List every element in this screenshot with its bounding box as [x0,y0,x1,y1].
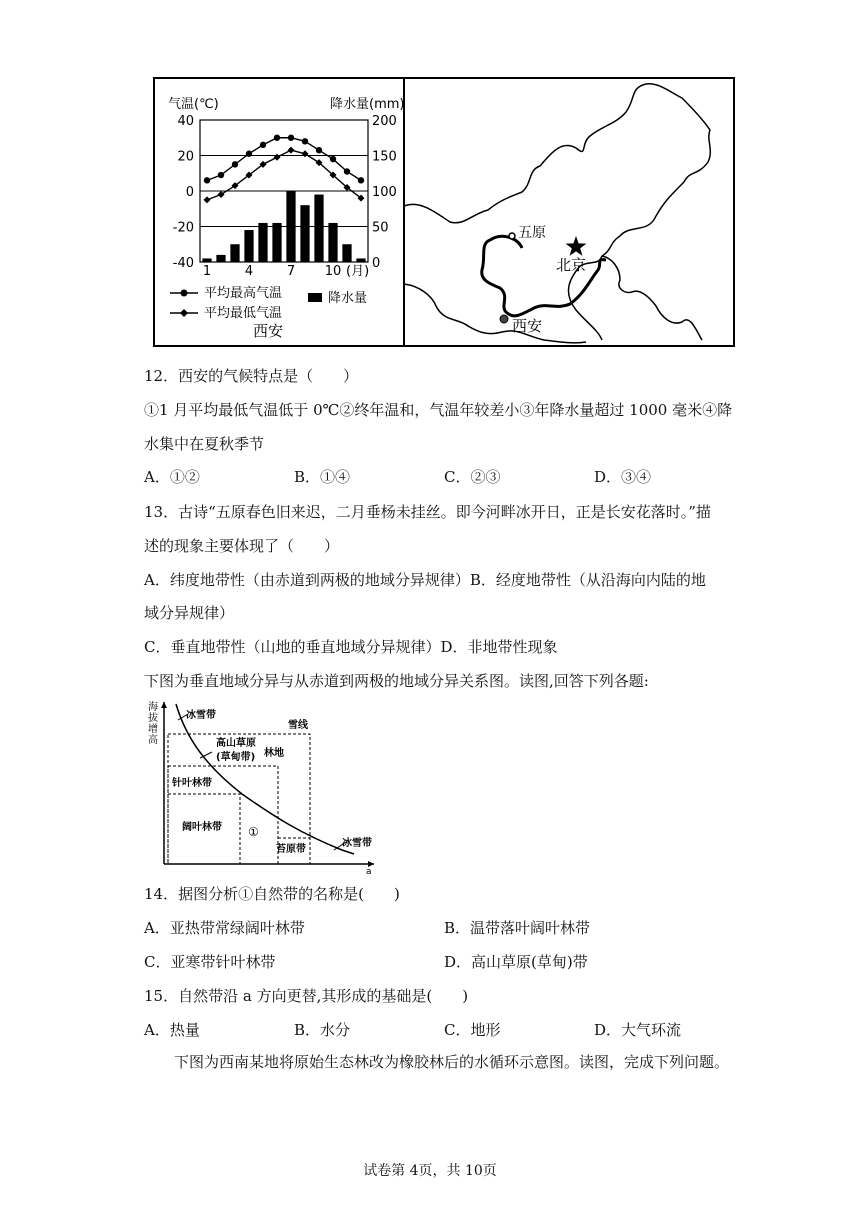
data-point [260,142,266,148]
x-axis-label: a [366,867,372,876]
month-tick-label: 4 [244,264,254,279]
precip-bar [342,244,351,262]
precip-bar [314,195,323,262]
label-alpine-2: (草甸带) [216,752,256,763]
data-point [218,172,224,178]
month-tick-label: 1 [202,264,212,279]
precip-bar [356,258,365,262]
beijing-label: 北京 [556,256,587,274]
precip-axis-label: 降水量(mm) [330,97,405,112]
high-temp-series [204,135,364,184]
q12-option-b[interactable]: B．①④ [294,468,351,486]
q15-option-a[interactable]: A．热量 [144,1021,200,1039]
legend-precip: 降水量 [328,291,368,306]
figure1 [150,74,738,350]
q12-option-d[interactable]: D．③④ [594,468,652,486]
line-low-line [207,150,361,200]
xian-marker [500,315,508,323]
precip-tick-label: 0 [372,256,381,271]
precip-bar [328,223,337,262]
temp-tick-labels [173,114,194,271]
figure3-intro: 下图为西南某地将原始生态林改为橡胶林后的水循环示意图。读图，完成下列问题。 [174,1053,730,1071]
q14-option-b[interactable]: B．温带落叶阔叶林带 [444,919,591,937]
figure2 [142,698,382,876]
data-point [302,138,308,144]
month-unit: (月) [346,264,370,279]
label-broadleaf: 阔叶林带 [182,822,222,833]
wuyuan-marker [509,233,515,239]
precip-bar [300,205,309,262]
line-high-line [207,138,361,181]
climate-chart [168,96,404,340]
q12-option-a[interactable]: A．①② [144,468,200,486]
yellow-river [482,236,606,316]
data-point [232,161,238,167]
q12-stem: 12．西安的气候特点是（ ） [144,367,359,385]
data-point [316,147,322,153]
q15-option-d[interactable]: D．大气环流 [594,1021,682,1039]
label-alpine: 高山草原 [216,738,256,749]
data-point [204,196,211,203]
gridlines [200,156,368,227]
precip-bar [216,255,225,262]
q13-options-ab-cont: 域分异规律） [144,604,235,622]
precip-bar [258,223,267,262]
precip-tick-labels [372,114,397,271]
label-circle-1: ① [248,825,259,839]
q15-option-c[interactable]: C．地形 [444,1021,501,1039]
beijing-star-icon [566,236,587,256]
temp-tick-label: 40 [177,114,194,129]
label-ice-top: 冰雪带 [186,710,216,721]
y-axis-label: 海拔增高 [148,702,158,746]
data-point [344,168,350,174]
data-point [302,150,309,157]
month-tick-label: 7 [286,264,296,279]
label-conifer: 针叶林带 [172,778,212,789]
data-point [288,147,295,154]
data-point [358,177,364,183]
q14-option-a[interactable]: A．亚热带常绿阔叶林带 [144,919,305,937]
precip-bar [272,223,281,262]
data-point [218,191,225,198]
q13-options-cd[interactable]: C．垂直地带性（山地的垂直地域分异规律）D．非地带性现象 [144,638,558,656]
page-footer: 试卷第 4页，共 10页 [363,1163,497,1179]
temp-axis-label: 气温(℃) [168,97,219,112]
temp-tick-label: -40 [172,256,194,271]
data-point [274,135,280,141]
figure2-intro: 下图为垂直地域分异与从赤道到两极的地域分异关系图。读图,回答下列各题: [144,672,649,690]
border-line [404,84,710,340]
precip-tick-label: 100 [372,185,397,200]
legend-low-temp: 平均最低气温 [204,306,283,321]
data-point [274,154,281,161]
precip-bar [230,244,239,262]
q12-line2: 水集中在夏秋季节 [144,435,265,453]
label-forest: 林地 [264,748,284,759]
map [404,84,710,343]
data-point [204,177,210,183]
precip-bar [286,191,295,262]
data-point [288,135,294,141]
label-tundra: 苔原带 [276,844,306,855]
q14-option-d[interactable]: D．高山草原(草甸)带 [444,953,588,971]
q13-line1: 13．古诗“五原春色旧来迟，二月垂杨未挂丝。即今河畔冰开日，正是长安花落时。”描 [144,503,711,521]
label-snowline: 雪线 [288,720,308,731]
temp-tick-label: 20 [177,149,194,165]
q13-line2: 述的现象主要体现了（ ） [144,537,340,555]
label-ice-right: 冰雪带 [342,838,372,849]
wuyuan-label: 五原 [518,225,546,241]
xian-label: 西安 [512,317,543,335]
q14-stem: 14．据图分析①自然带的名称是( ) [144,885,400,903]
legend [170,285,367,321]
data-point [246,151,252,157]
month-tick-label: 10 [324,264,342,279]
temp-tick-label: 0 [185,185,194,200]
precip-bar [202,258,211,262]
q13-options-ab[interactable]: A．纬度地带性（由赤道到两极的地域分异规律）B．经度地带性（从沿海向内陆的地 [144,571,706,589]
legend-high-temp: 平均最高气温 [204,286,283,301]
q14-option-c[interactable]: C．亚寒带针叶林带 [144,953,276,971]
data-point [330,156,336,162]
month-tick-labels [203,264,341,279]
chart-title: 西安 [253,322,284,340]
q12-option-c[interactable]: C．②③ [444,468,501,486]
q12-line1: ①1 月平均最低气温低于 0℃②终年温和，气温年较差小③年降水量超过 1000 毫米④降 [144,401,733,419]
q15-option-b[interactable]: B．水分 [294,1021,351,1039]
precip-tick-label: 200 [372,114,397,129]
q15-stem: 15．自然带沿 a 方向更替,其形成的基础是( ) [144,987,469,1005]
precip-bar [244,230,253,262]
precip-tick-label: 50 [372,220,389,236]
temp-tick-label: -20 [172,220,194,236]
precip-tick-label: 150 [372,149,397,165]
